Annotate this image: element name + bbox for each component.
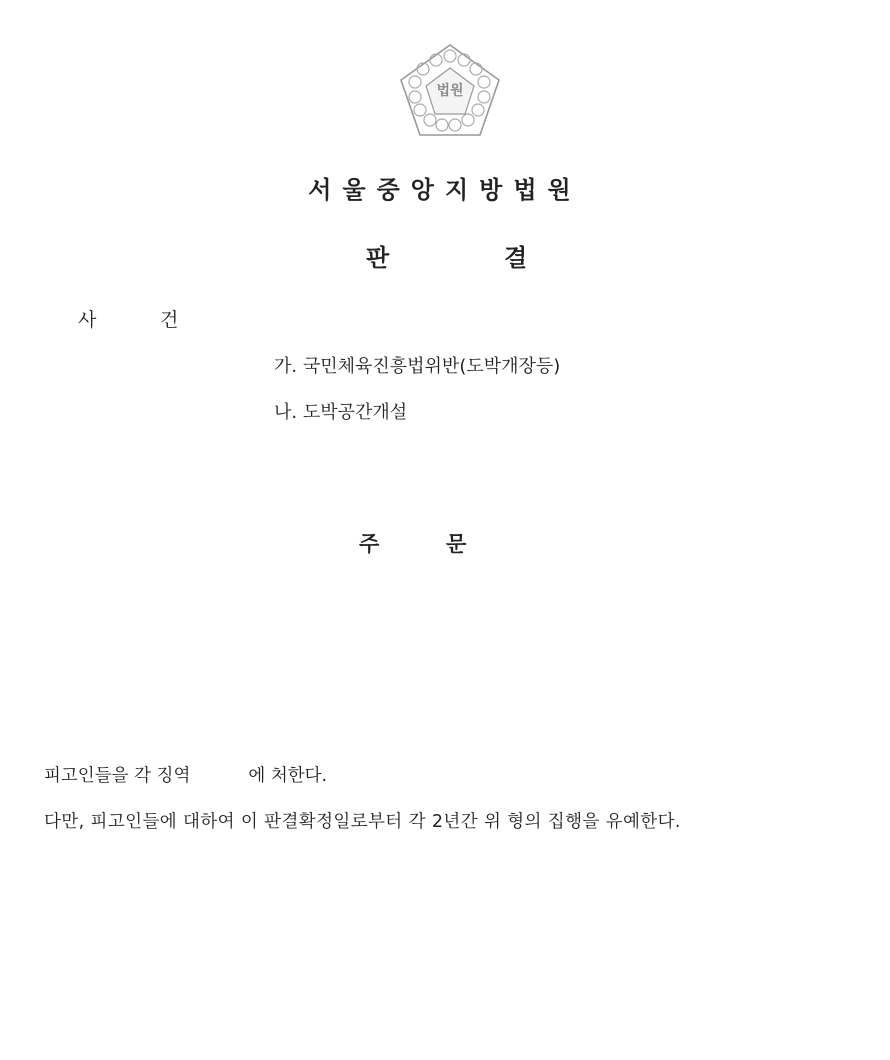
case-label-char-2: 건 xyxy=(160,309,179,331)
charge-item-b: 나. 도박공간개설 xyxy=(274,402,408,423)
sentence-line xyxy=(44,762,327,787)
court-seal-text: 법원 xyxy=(436,83,464,99)
case-label-char-1: 사 xyxy=(78,309,97,331)
document-title-char-1: 판 xyxy=(366,244,390,272)
suspension-line: 다만, 피고인들에 대하여 이 판결확정일로부터 각 2년간 위 형의 집행을 유예한다. xyxy=(44,812,681,832)
charge-item-a: 가. 국민체육진흥법위반(도박개장등) xyxy=(274,356,561,377)
order-section-title-char-1: 주 xyxy=(359,532,380,556)
court-name: 서울중앙지방법원 xyxy=(308,176,582,204)
document-title-char-2: 결 xyxy=(504,244,528,272)
court-seal-icon xyxy=(398,42,502,138)
sentence-text-after: 에 처한다. xyxy=(248,766,328,786)
order-section-title-char-2: 문 xyxy=(446,532,467,556)
sentence-text-before: 피고인들을 각 징역 xyxy=(44,766,191,786)
